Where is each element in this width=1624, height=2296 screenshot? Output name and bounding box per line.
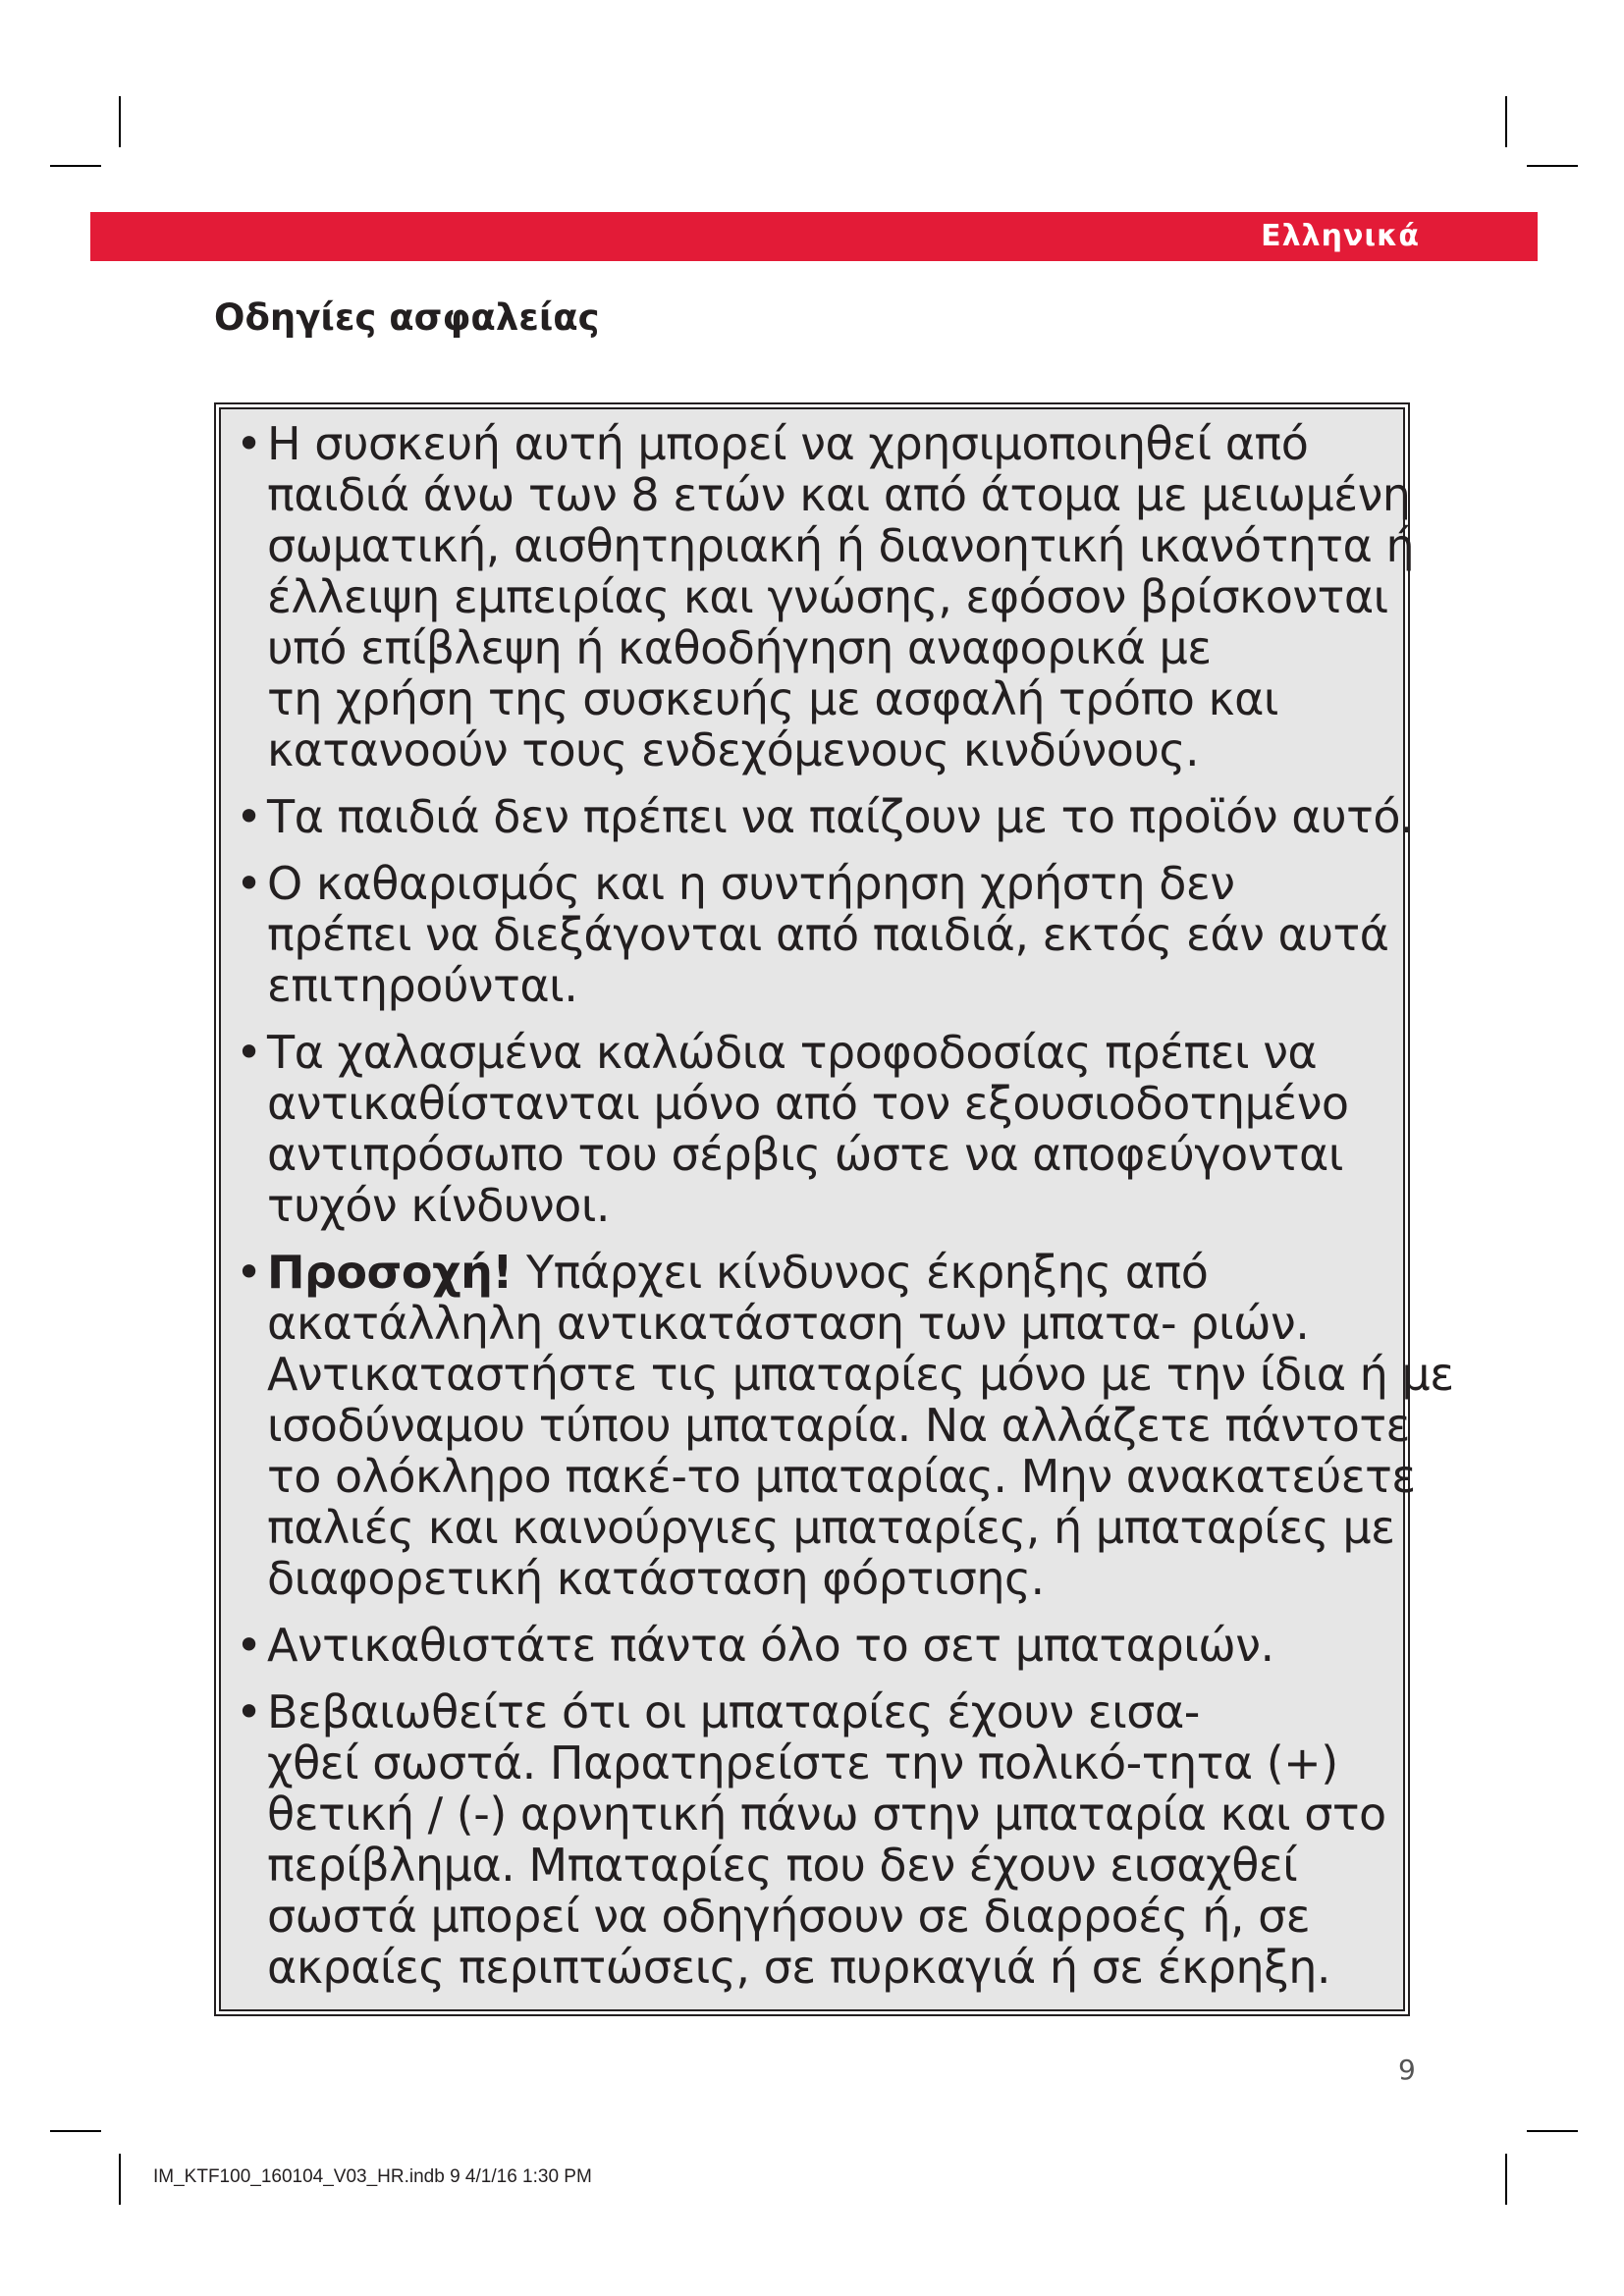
safety-rule-line: σωστά μπορεί να οδηγήσουν σε διαρροές ή, σε: [267, 1890, 1311, 1943]
bullet-icon: •: [236, 1619, 262, 1672]
safety-rule-line: [267, 1247, 1402, 1298]
safety-rule-item: [216, 790, 1415, 843]
page-title: Οδηγίες ασφαλείας: [214, 296, 600, 339]
safety-rule-item: [216, 1027, 1408, 1231]
safety-rule-line: υπό επίβλεψη ή καθοδήγηση αναφορικά με: [267, 621, 1212, 674]
safety-rule-line: Τα παιδιά δεν πρέπει να παίζουν με το προϊόν αυτό.: [267, 790, 1415, 843]
safety-rule-line: Η συσκευή αυτή μπορεί να χρησιμοποιηθεί από: [267, 417, 1309, 470]
safety-rule-line: επιτηρούνται.: [267, 959, 578, 1012]
language-label: Ελληνικά: [1261, 219, 1420, 253]
bullet-icon: •: [236, 790, 262, 843]
crop-mark-top-right-horizontal: [1527, 165, 1578, 167]
safety-rule-line: παλιές και καινούργιες μπαταρίες, ή μπαταρίες με: [267, 1501, 1395, 1554]
page-number: 9: [1398, 2054, 1416, 2086]
safety-rule-item: [216, 1686, 1408, 1993]
safety-rule-line: ισοδύναμου τύπου μπαταρία. Να αλλάζετε πάντοτε: [267, 1399, 1410, 1452]
safety-rule-item: [216, 1620, 1408, 1671]
safety-rule-line: Ο καθαρισμός και η συντήρηση χρήστη δεν: [267, 857, 1235, 910]
safety-rule-line: έλλειψη εμπειρίας και γνώσης, εφόσον βρίσκονται: [267, 570, 1388, 623]
bullet-icon: •: [236, 857, 262, 910]
safety-rules-list: [216, 404, 1454, 1994]
safety-rule-line: Τα χαλασμένα καλώδια τροφοδοσίας πρέπει να: [267, 1026, 1318, 1079]
crop-mark-bottom-left-horizontal: [50, 2130, 101, 2132]
safety-rule-line: πρέπει να διεξάγονται από παιδιά, εκτός εάν αυτά: [267, 908, 1389, 961]
safety-rule-text: Υπάρχει κίνδυνος έκρηξης από: [512, 1246, 1209, 1299]
bullet-icon: •: [236, 417, 262, 470]
bullet-icon: •: [236, 1246, 262, 1299]
bullet-icon: •: [236, 1685, 262, 1738]
safety-rule-line: κατανοούν τους ενδεχόμενους κινδύνους.: [267, 723, 1200, 776]
safety-rule-line: Αντικαταστήστε τις μπαταρίες μόνο με την ίδια ή με: [267, 1348, 1454, 1401]
safety-rule-item: [216, 417, 1415, 776]
crop-mark-bottom-right-vertical: [1505, 2154, 1507, 2205]
safety-rule-item: [216, 1246, 1454, 1605]
safety-rule-line: παιδιά άνω των 8 ετών και από άτομα με μειωμένη: [267, 468, 1411, 521]
crop-mark-bottom-left-vertical: [119, 2154, 121, 2205]
safety-instructions-box: [214, 402, 1454, 2016]
safety-rule-line: ακατάλληλη αντικατάσταση των μπατα- ριών.: [267, 1297, 1310, 1350]
safety-rule-line: περίβλημα. Μπαταρίες που δεν έχουν εισαχθεί: [267, 1839, 1298, 1892]
crop-mark-top-left-vertical: [119, 96, 121, 147]
safety-rule-line: το ολόκληρο πακέ-το μπαταρίας. Μην ανακατεύετε: [267, 1450, 1416, 1503]
safety-rule-line: αντιπρόσωπο του σέρβις ώστε να αποφεύγονται: [267, 1128, 1343, 1181]
safety-rule-line: χθεί σωστά. Παρατηρείστε την πολικό-τητα (+): [267, 1736, 1338, 1789]
safety-rule-line: αντικαθίστανται μόνο από τον εξουσιοδοτημένο: [267, 1077, 1349, 1130]
language-bar: [90, 212, 1538, 261]
bullet-icon: •: [236, 1026, 262, 1079]
safety-rule-line: σωματική, αισθητηριακή ή διανοητική ικανότητα ή: [267, 519, 1415, 572]
safety-rule-line: Αντικαθιστάτε πάντα όλο το σετ μπαταριών.: [267, 1619, 1274, 1672]
safety-rule-line: θετική / (-) αρνητική πάνω στην μπαταρία και στο: [267, 1788, 1386, 1841]
crop-mark-top-left-horizontal: [50, 165, 101, 167]
safety-rule-line: τυχόν κίνδυνοι.: [267, 1179, 610, 1232]
safety-rule-line: τη χρήση της συσκευής με ασφαλή τρόπο και: [267, 672, 1278, 725]
safety-rule-line: διαφορετική κατάσταση φόρτισης.: [267, 1552, 1045, 1605]
footer-file-slug: IM_KTF100_160104_V03_HR.indb 9 4/1/16 1:30 PM: [153, 2166, 592, 2187]
crop-mark-top-right-vertical: [1505, 96, 1507, 147]
safety-rule-line: ακραίες περιπτώσεις, σε πυρκαγιά ή σε έκρηξη.: [267, 1941, 1331, 1994]
crop-mark-bottom-right-horizontal: [1527, 2130, 1578, 2132]
warning-emphasis: Προσοχή!: [267, 1246, 513, 1299]
safety-rule-item: [216, 858, 1408, 1011]
safety-rule-line: Βεβαιωθείτε ότι οι μπαταρίες έχουν εισα-: [267, 1685, 1200, 1738]
